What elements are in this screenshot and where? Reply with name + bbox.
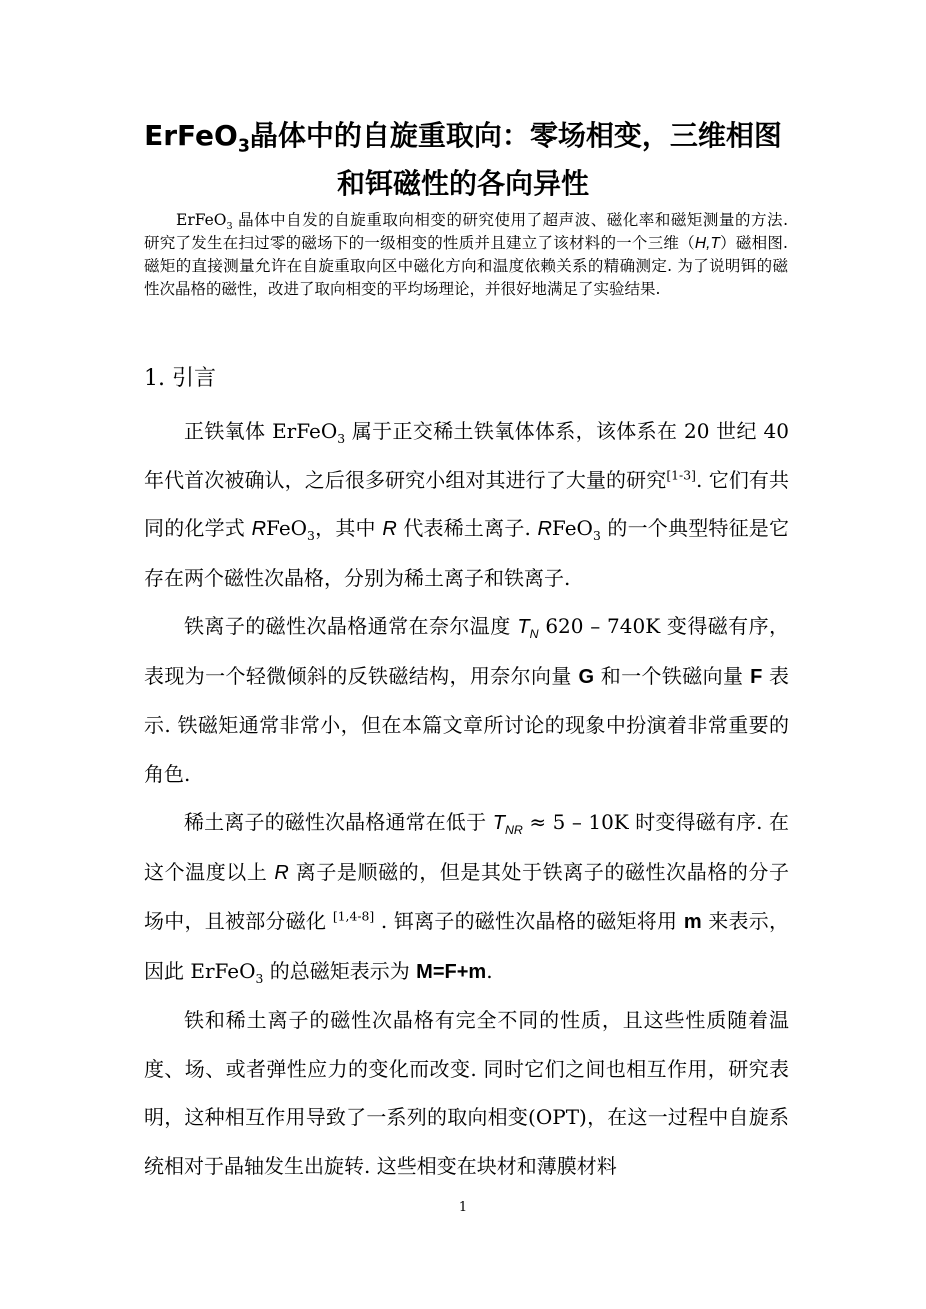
paragraph-1: 正铁氧体 ErFeO$_3$ 属于正交稀土铁氧体体系，该体系在 20 世纪 40 年代首次被确认，之后很多研究小组对其进行了大量的研究[1-3]. 它们有共同的化学式 RFeO$_3$，其中 R 代表稀土离子. RFeO$_3$ 的一个典型特征是它存在两个磁性次晶格，分别为稀土离子和铁离子.	[144, 419, 790, 590]
paragraph-2: 铁离子的磁性次晶格通常在奈尔温度 $T_N$ 620 – 740K 变得磁有序，表现为一个轻微倾斜的反铁磁结构，用奈尔向量 G 和一个铁磁向量 F 表示. 铁磁矩通常非常小，但在本篇文章所讨论的现象中扮演着非常重要的角色.	[144, 614, 790, 786]
paper-title-line-2: 和铒磁性的各向异性	[336, 167, 589, 200]
section-heading-introduction: 1. 引言	[144, 366, 216, 391]
page-number: 1	[458, 1200, 468, 1215]
paragraph-3: 稀土离子的磁性次晶格通常在低于 $T_{NR} \approx 5 - 10K$ 时变得磁有序. 在这个温度以上 R 离子是顺磁的，但是其处于铁离子的磁性次晶格的分子场中，且被部分磁化 [1,4-8] . 铒离子的磁性次晶格的磁矩将用 m 来表示，因此 ErFeO$_3$ 的总磁矩表示为 M=F+m.	[144, 810, 790, 986]
paper-title-line-1: ErFeO$_3$晶体中的自旋重取向：零场相变，三维相图	[144, 119, 782, 157]
citation: [1-3]	[666, 466, 696, 482]
paragraph-4: 铁和稀土离子的磁性次晶格有完全不同的性质，且这些性质随着温度、场、或者弹性应力的变化而改变. 同时它们之间也相互作用，研究表明，这种相互作用导致了一系列的取向相变(OPT)，在这一过程中自旋系统相对于晶轴发生出旋转. 这些相变在块材和薄膜材料	[144, 1008, 789, 1178]
body-text	[144, 407, 789, 1190]
citation: [1,4-8]	[332, 908, 375, 924]
abstract: ErFeO$_3$ 晶体中自发的自旋重取向相变的研究使用了超声波、磁化率和磁矩测量的方法. 研究了发生在扫过零的磁场下的一级相变的性质并且建立了该材料的一个三维（H,T）磁相图. 磁矩的直接测量允许在自旋重取向区中磁化方向和温度依赖关系的精确测定. 为了说明铒的磁性次晶格的磁性，改进了取向相变的平均场理论，并很好地满足了实验结果.	[144, 211, 788, 298]
